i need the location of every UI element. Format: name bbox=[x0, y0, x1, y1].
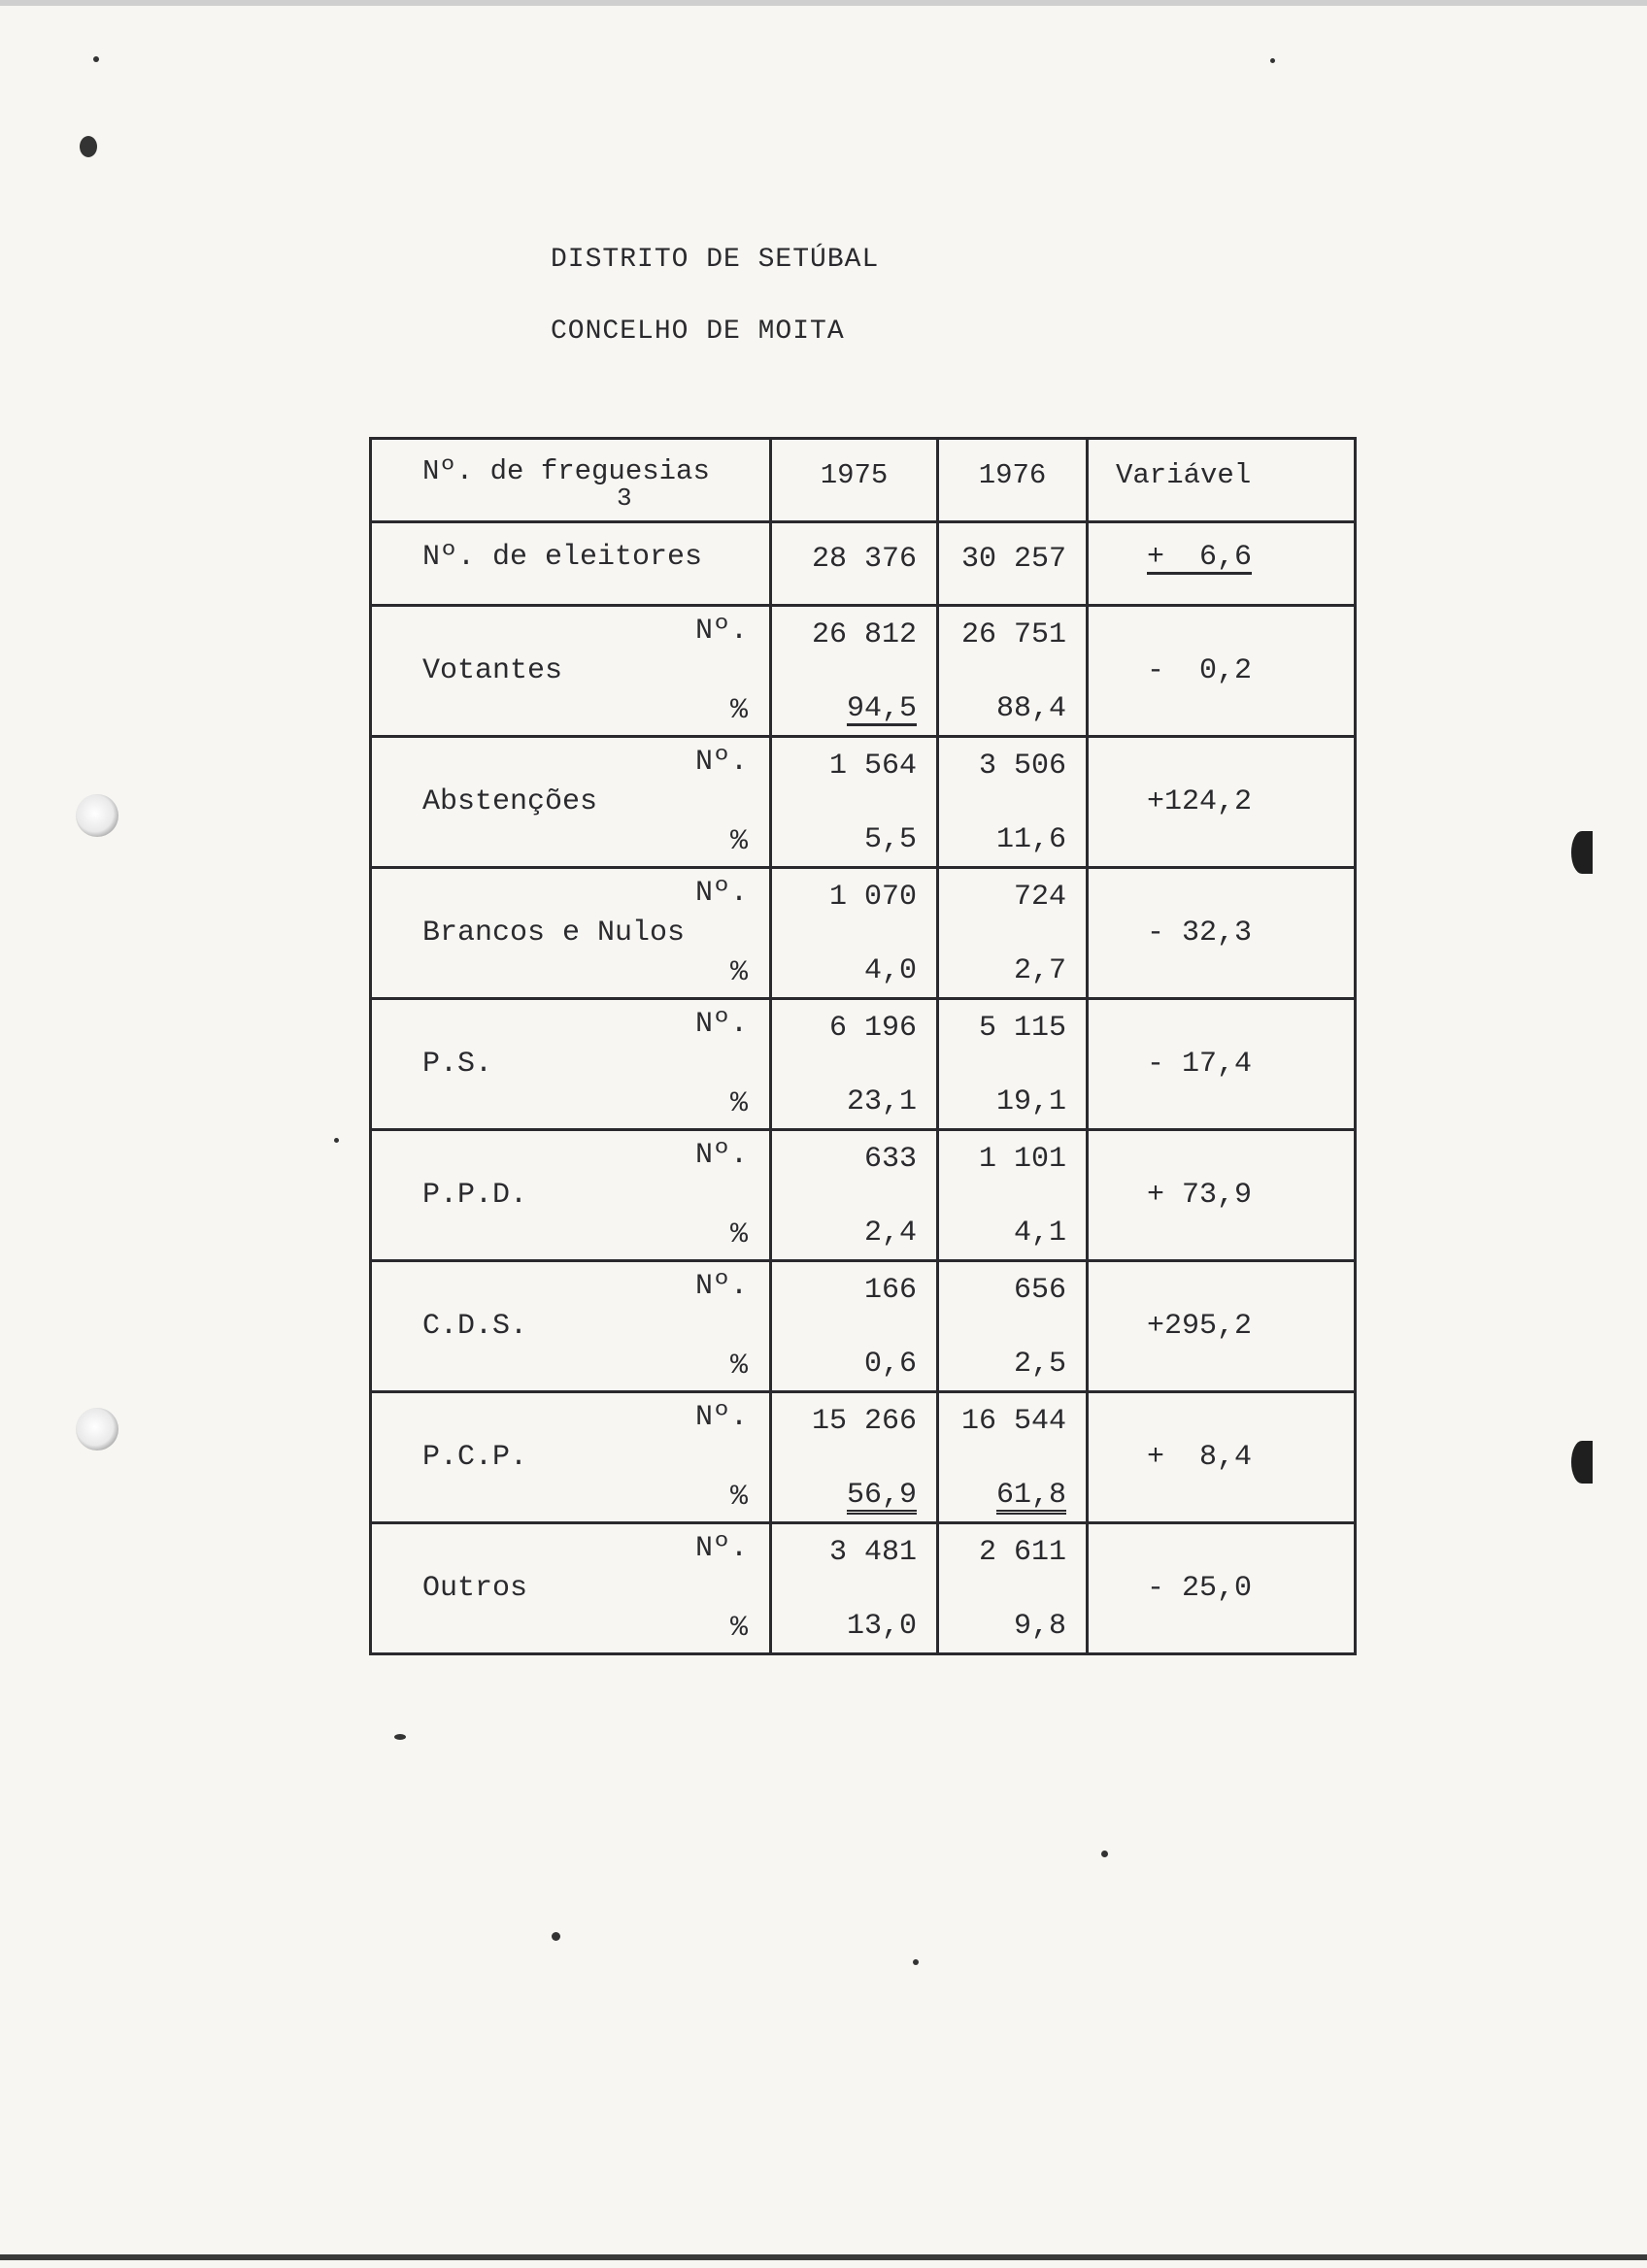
electors-1976-cell bbox=[938, 522, 1088, 606]
table-row bbox=[371, 1392, 1356, 1523]
percent-1976: 88,4 bbox=[995, 692, 1066, 725]
variation-value: - 0,2 bbox=[1147, 654, 1253, 687]
count-1976: 26 751 bbox=[960, 618, 1066, 651]
ink-speck bbox=[913, 1959, 919, 1965]
page-top-edge bbox=[0, 0, 1647, 6]
category-label: P.S. bbox=[422, 1048, 493, 1081]
values-1976-cell bbox=[938, 1392, 1088, 1523]
table-row bbox=[371, 606, 1356, 737]
count-1976: 656 bbox=[1013, 1274, 1066, 1307]
ink-speck bbox=[1101, 1851, 1108, 1857]
percent-1975: 56,9 bbox=[846, 1479, 917, 1512]
punch-hole bbox=[76, 794, 118, 837]
electors-label: Nº. de eleitores bbox=[422, 541, 703, 574]
category-label-cell bbox=[371, 1523, 771, 1654]
percent-1976: 2,5 bbox=[1013, 1348, 1066, 1381]
count-1976: 1 101 bbox=[978, 1143, 1066, 1176]
variation-cell bbox=[1088, 999, 1356, 1130]
variation-value: - 25,0 bbox=[1147, 1572, 1253, 1605]
category-label: Votantes bbox=[422, 654, 563, 687]
electors-1975-cell bbox=[771, 522, 938, 606]
values-1975-cell bbox=[771, 1261, 938, 1392]
district-heading: DISTRITO DE SETÚBAL bbox=[551, 245, 880, 275]
unit-count: Nº. bbox=[694, 1008, 748, 1041]
table-row bbox=[371, 1261, 1356, 1392]
count-1976: 5 115 bbox=[978, 1012, 1066, 1045]
variation-value: + 8,4 bbox=[1147, 1441, 1253, 1474]
table-row bbox=[371, 1523, 1356, 1654]
variation-cell bbox=[1088, 1523, 1356, 1654]
electors-variation-cell bbox=[1088, 522, 1356, 606]
variation-value: - 32,3 bbox=[1147, 917, 1253, 950]
count-1975: 1 564 bbox=[828, 750, 917, 783]
variation-cell bbox=[1088, 1130, 1356, 1261]
percent-1975: 5,5 bbox=[863, 823, 917, 856]
variation-cell bbox=[1088, 1261, 1356, 1392]
category-label-cell bbox=[371, 1130, 771, 1261]
header-variable-text: Variável bbox=[1116, 459, 1252, 491]
municipality-heading: CONCELHO DE MOITA bbox=[551, 317, 845, 347]
percent-1976: 11,6 bbox=[995, 823, 1066, 856]
category-label: C.D.S. bbox=[422, 1310, 528, 1343]
values-1976-cell bbox=[938, 868, 1088, 999]
category-label: Abstenções bbox=[422, 785, 598, 818]
ink-speck bbox=[1270, 58, 1275, 63]
variation-value: + 73,9 bbox=[1147, 1179, 1253, 1212]
header-1975-text: 1975 bbox=[820, 459, 889, 491]
table-row bbox=[371, 999, 1356, 1130]
percent-1976: 4,1 bbox=[1013, 1217, 1066, 1250]
variation-cell bbox=[1088, 868, 1356, 999]
unit-count: Nº. bbox=[694, 1401, 748, 1434]
percent-1975: 2,4 bbox=[863, 1217, 917, 1250]
variation-cell bbox=[1088, 1392, 1356, 1523]
category-label-cell bbox=[371, 606, 771, 737]
parishes-count: 3 bbox=[617, 484, 632, 513]
unit-percent: % bbox=[729, 1612, 748, 1645]
unit-percent: % bbox=[729, 1350, 748, 1383]
edge-mark bbox=[1571, 831, 1593, 874]
values-1976-cell bbox=[938, 1523, 1088, 1654]
values-1975-cell bbox=[771, 868, 938, 999]
unit-percent: % bbox=[729, 694, 748, 727]
ink-speck bbox=[552, 1932, 560, 1941]
percent-1975: 13,0 bbox=[846, 1610, 917, 1643]
values-1976-cell bbox=[938, 999, 1088, 1130]
variation-value: +295,2 bbox=[1147, 1310, 1253, 1343]
table-header-row bbox=[371, 439, 1356, 522]
header-1975 bbox=[771, 439, 938, 522]
unit-count: Nº. bbox=[694, 746, 748, 779]
values-1975-cell bbox=[771, 999, 938, 1130]
punch-hole bbox=[76, 1408, 118, 1451]
unit-count: Nº. bbox=[694, 1139, 748, 1172]
count-1975: 15 266 bbox=[811, 1405, 917, 1438]
percent-1976: 2,7 bbox=[1013, 954, 1066, 987]
category-label: Outros bbox=[422, 1572, 528, 1605]
ink-speck bbox=[80, 136, 97, 157]
values-1975-cell bbox=[771, 737, 938, 868]
page-bottom-edge bbox=[0, 2254, 1647, 2260]
electors-label-cell bbox=[371, 522, 771, 606]
table-body bbox=[371, 439, 1356, 1654]
percent-1975: 0,6 bbox=[863, 1348, 917, 1381]
count-1975: 166 bbox=[863, 1274, 917, 1307]
parishes-cell bbox=[371, 439, 771, 522]
category-label-cell bbox=[371, 868, 771, 999]
percent-1975: 23,1 bbox=[846, 1085, 917, 1118]
electors-1976: 30 257 bbox=[960, 543, 1066, 576]
electors-variation: + 6,6 bbox=[1147, 541, 1253, 574]
unit-count: Nº. bbox=[694, 1270, 748, 1303]
unit-percent: % bbox=[729, 956, 748, 989]
values-1975-cell bbox=[771, 606, 938, 737]
values-1976-cell bbox=[938, 606, 1088, 737]
ink-speck bbox=[394, 1734, 406, 1740]
unit-percent: % bbox=[729, 825, 748, 858]
variation-cell bbox=[1088, 737, 1356, 868]
variation-value: +124,2 bbox=[1147, 785, 1253, 818]
election-results-table bbox=[369, 437, 1357, 1655]
count-1975: 3 481 bbox=[828, 1536, 917, 1569]
percent-1975: 4,0 bbox=[863, 954, 917, 987]
unit-count: Nº. bbox=[694, 615, 748, 648]
count-1976: 2 611 bbox=[978, 1536, 1066, 1569]
table-row bbox=[371, 1130, 1356, 1261]
category-label: P.C.P. bbox=[422, 1441, 528, 1474]
count-1976: 3 506 bbox=[978, 750, 1066, 783]
count-1976: 724 bbox=[1013, 881, 1066, 914]
values-1976-cell bbox=[938, 1261, 1088, 1392]
unit-count: Nº. bbox=[694, 1532, 748, 1565]
category-label: Brancos e Nulos bbox=[422, 917, 686, 950]
category-label: P.P.D. bbox=[422, 1179, 528, 1212]
values-1976-cell bbox=[938, 1130, 1088, 1261]
values-1975-cell bbox=[771, 1392, 938, 1523]
category-label-cell bbox=[371, 737, 771, 868]
electors-1975: 28 376 bbox=[811, 543, 917, 576]
count-1975: 6 196 bbox=[828, 1012, 917, 1045]
header-1976-text: 1976 bbox=[978, 459, 1047, 491]
count-1975: 26 812 bbox=[811, 618, 917, 651]
unit-percent: % bbox=[729, 1087, 748, 1120]
count-1975: 1 070 bbox=[828, 881, 917, 914]
header-variable bbox=[1088, 439, 1356, 522]
values-1975-cell bbox=[771, 1523, 938, 1654]
category-label-cell bbox=[371, 1261, 771, 1392]
values-1975-cell bbox=[771, 1130, 938, 1261]
unit-count: Nº. bbox=[694, 877, 748, 910]
count-1976: 16 544 bbox=[960, 1405, 1066, 1438]
variation-value: - 17,4 bbox=[1147, 1048, 1253, 1081]
table-row bbox=[371, 868, 1356, 999]
count-1975: 633 bbox=[863, 1143, 917, 1176]
unit-percent: % bbox=[729, 1481, 748, 1514]
category-label-cell bbox=[371, 999, 771, 1130]
electors-row bbox=[371, 522, 1356, 606]
percent-1975: 94,5 bbox=[846, 692, 917, 725]
values-1976-cell bbox=[938, 737, 1088, 868]
unit-percent: % bbox=[729, 1218, 748, 1251]
percent-1976: 61,8 bbox=[995, 1479, 1066, 1512]
parishes-label: Nº. de freguesias bbox=[422, 455, 710, 487]
category-label-cell bbox=[371, 1392, 771, 1523]
percent-1976: 9,8 bbox=[1013, 1610, 1066, 1643]
table-row bbox=[371, 737, 1356, 868]
header-1976 bbox=[938, 439, 1088, 522]
percent-1976: 19,1 bbox=[995, 1085, 1066, 1118]
variation-cell bbox=[1088, 606, 1356, 737]
ink-speck bbox=[334, 1138, 339, 1143]
ink-speck bbox=[93, 56, 99, 62]
edge-mark bbox=[1571, 1441, 1593, 1484]
